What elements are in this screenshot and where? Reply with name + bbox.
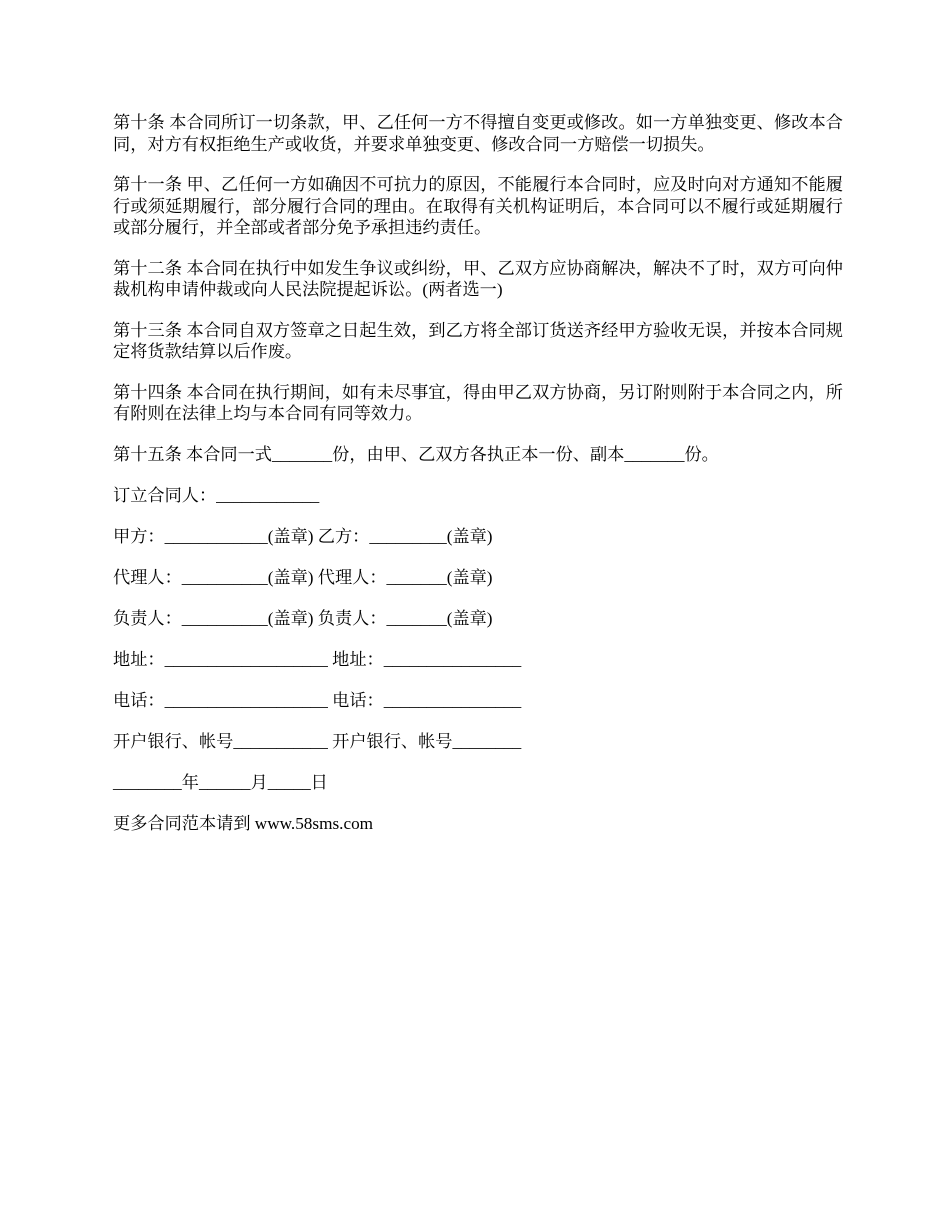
article-10: 第十条 本合同所订一切条款，甲、乙任何一方不得擅自变更或修改。如一方单独变更、修改本合同，对方有权拒绝生产或收货，并要求单独变更、修改合同一方赔偿一切损失。 (113, 113, 843, 154)
article-13: 第十三条 本合同自双方签章之日起生效，到乙方将全部订货送齐经甲方验收无误，并按本合同规定将货款结算以后作废。 (113, 320, 843, 361)
agent-seal-line: 代理人：__________(盖章) 代理人：_______(盖章) (113, 567, 493, 587)
signatory-line: 订立合同人：____________ (113, 485, 320, 505)
phone-line: 电话：___________________ 电话：________________ (113, 690, 522, 710)
date-line: ________年______月_____日 (113, 772, 328, 792)
article-12: 第十二条 本合同在执行中如发生争议或纠纷，甲、乙双方应协商解决，解决不了时，双方可向仲裁机构申请仲裁或向人民法院提起诉讼。(两者选一) (113, 258, 843, 299)
bank-account-line: 开户银行、帐号___________ 开户银行、帐号________ (113, 731, 522, 751)
footer-note: 更多合同范本请到 www.58sms.com (113, 813, 374, 833)
party-seal-line: 甲方：____________(盖章) 乙方：_________(盖章) (113, 526, 493, 546)
document-body (113, 112, 843, 854)
article-14: 第十四条 本合同在执行期间，如有未尽事宜，得由甲乙双方协商，另订附则附于本合同之内，所有附则在法律上均与本合同有同等效力。 (113, 382, 843, 423)
article-11: 第十一条 甲、乙任何一方如确因不可抗力的原因，不能履行本合同时，应及时向对方通知不能履行或须延期履行，部分履行合同的理由。在取得有关机构证明后，本合同可以不履行或延期履行或部分履行，并全部或者部分免予承担违约责任。 (113, 175, 843, 237)
address-line: 地址：___________________ 地址：________________ (113, 649, 522, 669)
article-15: 第十五条 本合同一式_______份，由甲、乙双方各执正本一份、副本_______份。 (113, 444, 719, 464)
responsible-person-line: 负责人：__________(盖章) 负责人：_______(盖章) (113, 608, 493, 628)
